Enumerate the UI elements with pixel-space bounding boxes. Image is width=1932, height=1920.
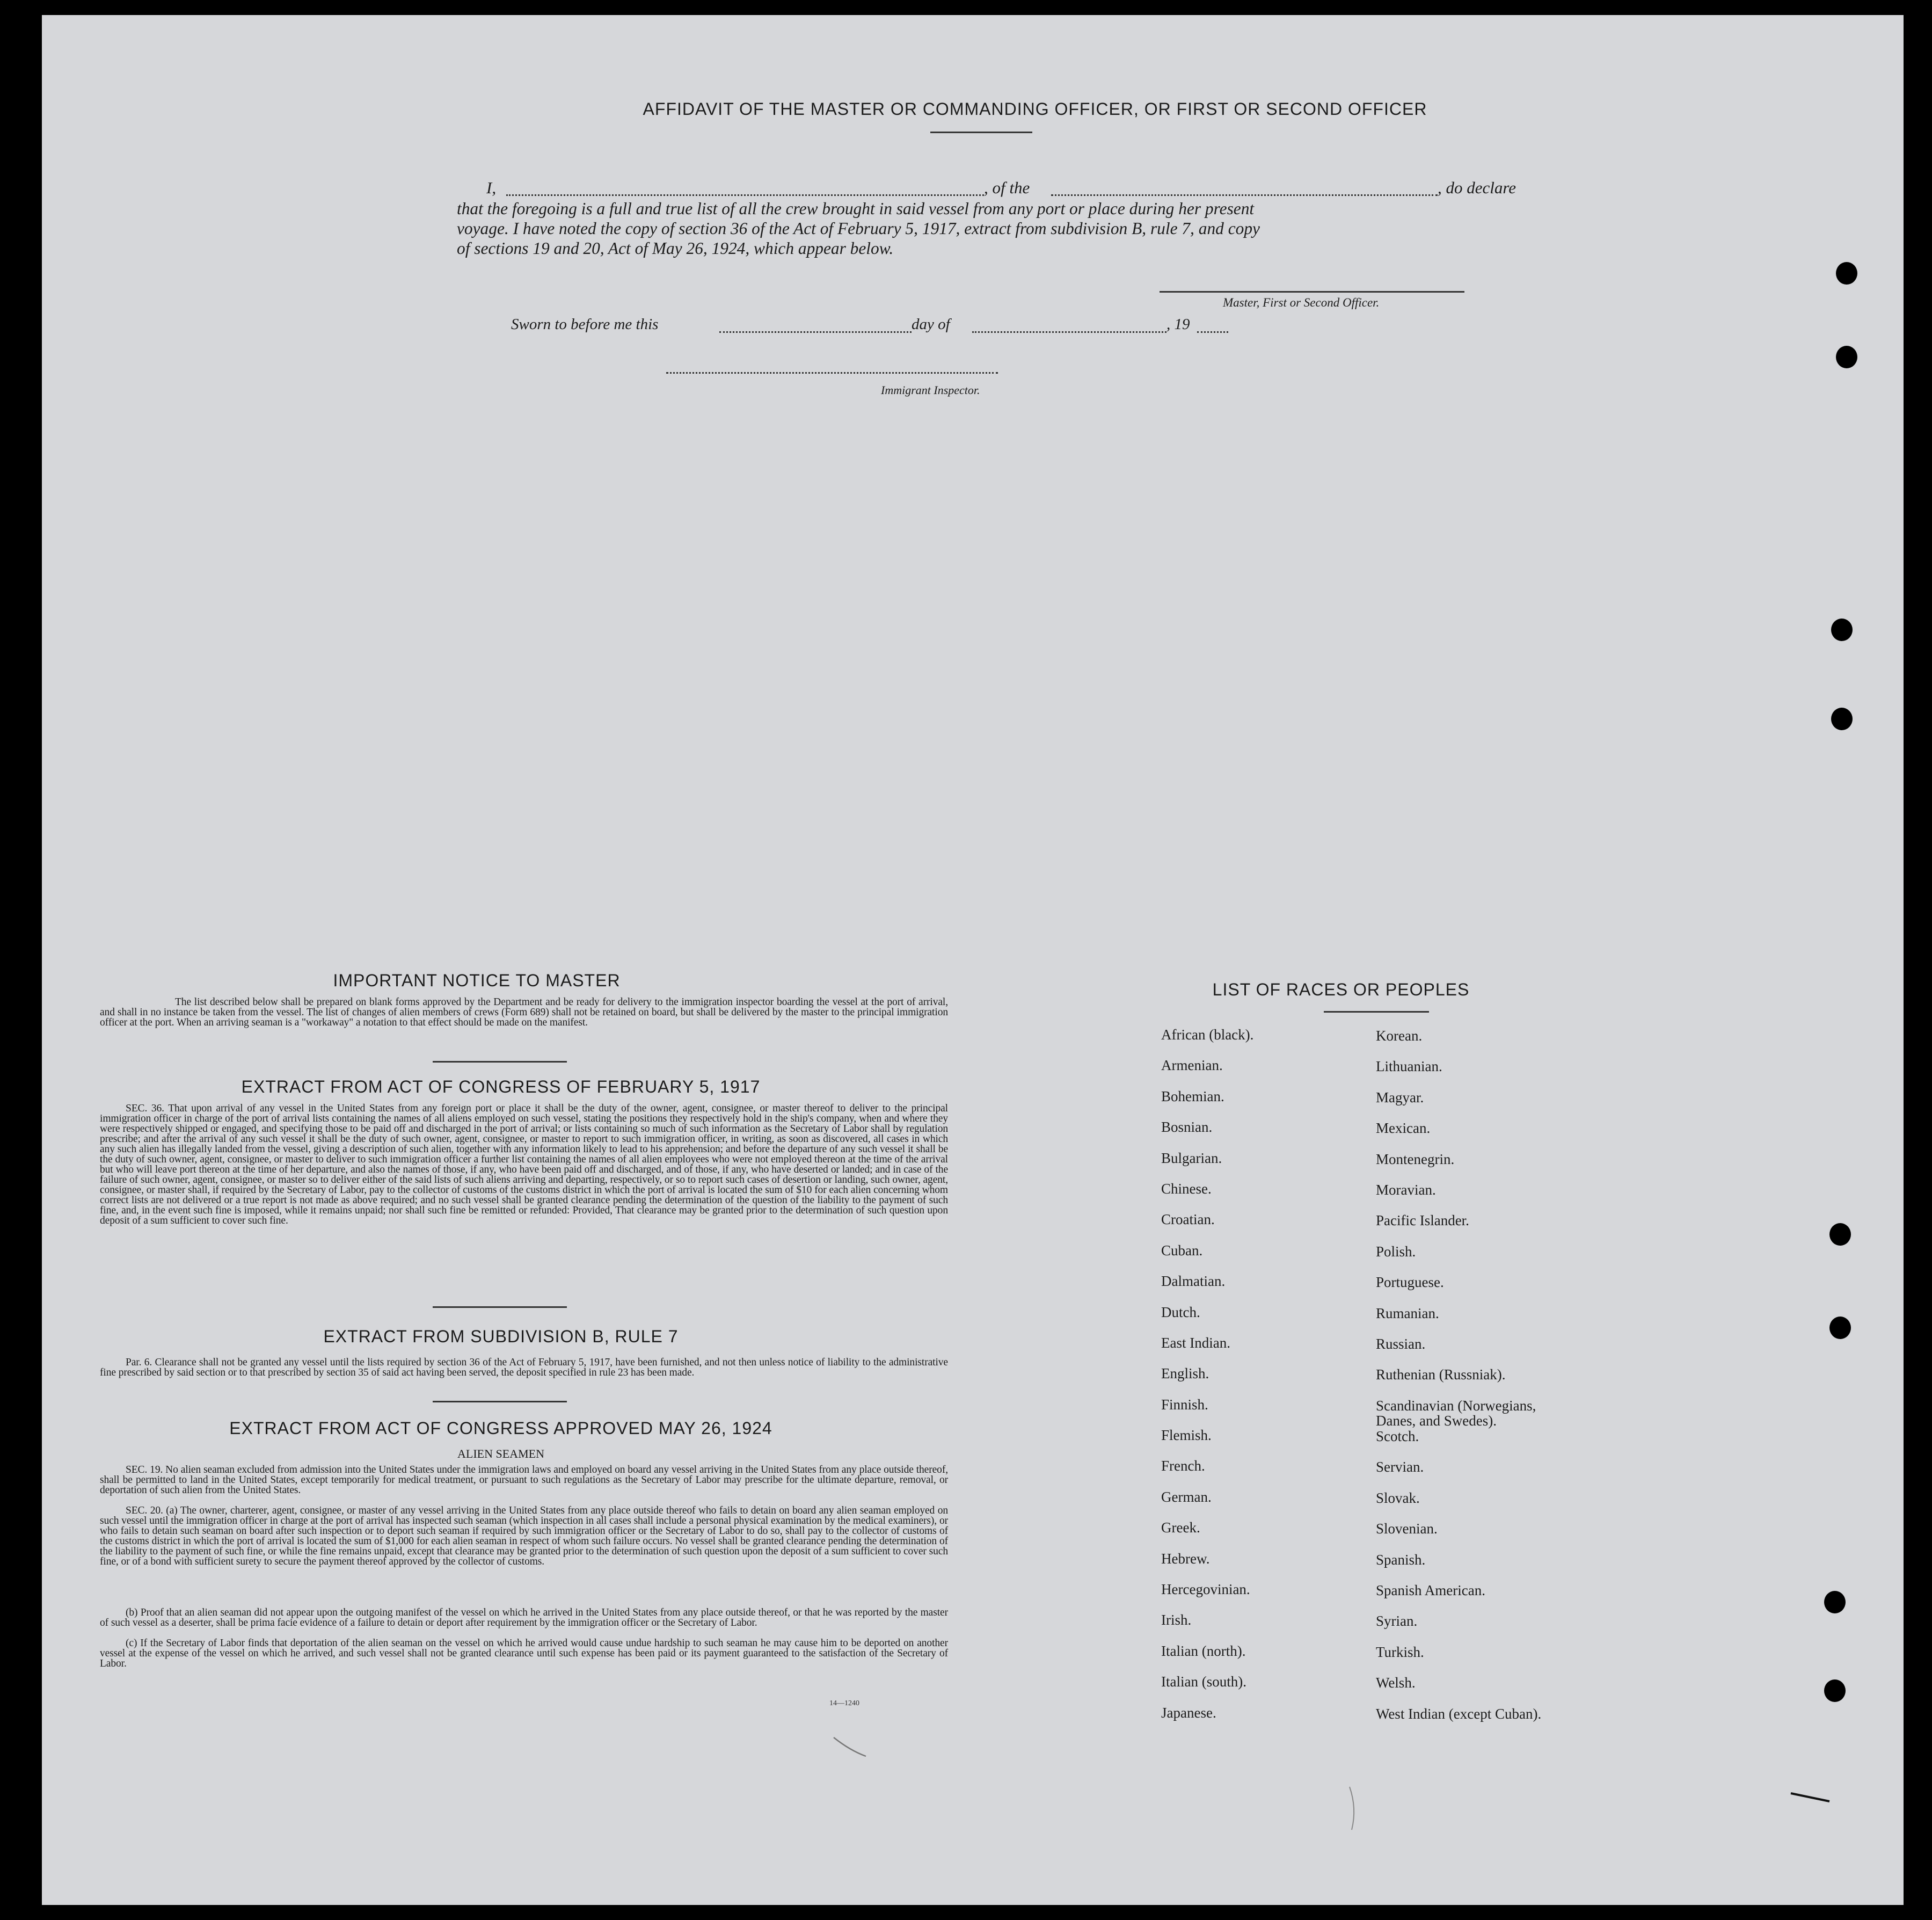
race-item: West Indian (except Cuban).: [1376, 1705, 1542, 1722]
race-item: Rumanian.: [1376, 1305, 1439, 1321]
pencil-stroke: [834, 1737, 866, 1756]
extract-1917-text: SEC. 36. That upon arrival of any vessel in the United States from any foreign port or place it shall be the duty of the owner, agent, consignee, or master thereof to deliver to the principal immigration officer in charge of the port of arrival lists containing the names of all aliens employed on such vessel, stating the positions they respectively hold in the ship's company, when and where they were respectively shipped or engaged, and specifying those to be paid off and discharged in the port of arrival; or lists containing so much of such information as the Secretary of Labor shall by regulation prescribe; and after the arrival of any such vessel it shall be the duty of such owner, agent, consignee, or master to report to such immigration officer, in writing, as soon as discovered, all cases in which any such alien has illegally landed from the vessel, giving a description of such alien, together with any information likely to lead to his apprehension; and before the departure of any such vessel it shall be the duty of such owner, agent, consignee, or master to deliver to such immigration officer a further list containing the names of all alien employees who were not employed thereon at the time of the arrival but who will leave port thereon at the time of her departure, and also the names of those, if any, who have been paid off and discharged, and of those, if any, who have deserted or landed; and in case of the failure of such owner, agent, consignee, or master so to deliver either of the said lists of such aliens arriving and departing, respectively, or so to report such cases of desertion or landing, such owner, agent, consignee, or master shall, if required by the Secretary of Labor, pay to the collector of customs of the customs district in which the port of arrival is located the sum of $10 for each alien concerning whom correct lists are not delivered or a true report is not made as above required; and no such vessel shall be granted clearance pending the determination of the question of the liability to the payment of such fine, and, in the event such fine is imposed, while it remains unpaid; nor shall such fine be remitted or refunded: Provided, That clearance may be granted prior to the determination of such question upon deposit of a sum sufficient to cover such fine.: [100, 1103, 948, 1226]
affidavit-title: AFFIDAVIT OF THE MASTER OR COMMANDING OFFICER, OR FIRST OR SECOND OFFICER: [643, 99, 1427, 119]
pencil-stroke: [1791, 1793, 1829, 1801]
race-item: Irish.: [1161, 1612, 1192, 1628]
notice-title: IMPORTANT NOTICE TO MASTER: [333, 971, 621, 990]
notice-text: The list described below shall be prepared on blank forms approved by the Department and be ready for delivery to the immigration inspector boarding the vessel at the port of arrival, and shall in no instance be taken from the vessel. The list of changes of alien members of crews (Form 689) shall not be retained on board, but shall be delivered by the master to the principal immigration officer at the port. When an arriving seaman is a "workaway" a notation to that effect should be made on the manifest.: [100, 997, 948, 1028]
race-item: Dalmatian.: [1161, 1273, 1226, 1290]
race-item: Flemish.: [1161, 1427, 1212, 1444]
subdivision-b-title: EXTRACT FROM SUBDIVISION B, RULE 7: [323, 1327, 679, 1346]
sec20c-text: (c) If the Secretary of Labor finds that deportation of the alien seaman on the vessel on which he arrived would cause undue hardship to such seaman he may cause him to be deported on another vessel at the expense of the vessel on which he arrived, and such vessel shall not be granted clearance until such expense has been paid or its payment guaranteed to the satisfaction of the Secretary of Labor.: [100, 1638, 948, 1669]
race-item: Spanish American.: [1376, 1582, 1485, 1599]
binder-hole: [1836, 262, 1857, 285]
binder-hole: [1824, 1591, 1846, 1613]
affidavit-line1-suffix: , do declare: [1438, 178, 1517, 197]
race-item: Scandinavian (Norwegians, Danes, and Swedes).: [1376, 1397, 1536, 1429]
extract-1917-title: EXTRACT FROM ACT OF CONGRESS OF FEBRUARY 5, 1917: [241, 1077, 761, 1096]
sec19-text: SEC. 19. No alien seaman excluded from admission into the United States under the immigration laws and employed on board any vessel arriving in the United States from any place outside thereof, shall be permitted to land in the United States, except temporarily for medical treatment, or pursuant to such regulations as the Secretary of Labor may prescribe for the ultimate departure, removal, or deportation of such alien from the United States.: [100, 1464, 948, 1496]
race-item: East Indian.: [1161, 1334, 1230, 1351]
binder-hole: [1829, 1223, 1851, 1246]
race-item: Polish.: [1376, 1243, 1416, 1260]
race-item: Korean.: [1376, 1028, 1423, 1044]
sec20b-text: (b) Proof that an alien seaman did not appear upon the outgoing manifest of the vessel on which he arrived in the United States from any place outside thereof, or that he was reported by the master of such vessel as a deserter, shall be prima facie evidence of a failure to detain or deport after requirement by the immigration officer or the Secretary of Labor.: [100, 1607, 948, 1628]
document-page: [42, 15, 1904, 1905]
race-item: Montenegrin.: [1376, 1151, 1455, 1167]
race-item: Bohemian.: [1161, 1088, 1224, 1104]
affidavit-line3: voyage. I have noted the copy of section 36 of the Act of February 5, 1917, extract from subdivision B, rule 7, and copy: [457, 219, 1260, 238]
race-item: Croatian.: [1161, 1211, 1215, 1228]
inspector-caption: Immigrant Inspector.: [881, 383, 980, 397]
race-item: Dutch.: [1161, 1304, 1200, 1320]
sworn-label: Sworn to before me this: [511, 316, 659, 333]
race-item: Spanish.: [1376, 1551, 1426, 1568]
race-item: Moravian.: [1376, 1181, 1436, 1198]
race-item: Bosnian.: [1161, 1119, 1213, 1136]
alien-seamen-subtitle: ALIEN SEAMEN: [457, 1447, 544, 1460]
binder-hole: [1836, 346, 1857, 368]
affidavit-line4: of sections 19 and 20, Act of May 26, 1924, which appear below.: [457, 239, 894, 258]
race-item: Welsh.: [1376, 1675, 1416, 1691]
master-signature-caption: Master, First or Second Officer.: [1223, 296, 1380, 309]
race-item: Mexican.: [1376, 1120, 1431, 1137]
race-item: Italian (north).: [1161, 1642, 1246, 1659]
race-item: Italian (south).: [1161, 1674, 1246, 1690]
race-item: Greek.: [1161, 1519, 1200, 1536]
race-item: Lithuanian.: [1376, 1058, 1442, 1075]
race-item: Scotch.: [1376, 1428, 1419, 1445]
race-item: Russian.: [1376, 1335, 1426, 1352]
races-title: LIST OF RACES OR PEOPLES: [1212, 980, 1470, 999]
pencil-stroke: [1350, 1787, 1354, 1830]
race-item: German.: [1161, 1488, 1212, 1505]
sworn-year-label: , 19: [1167, 316, 1190, 333]
form-number: 14—1240: [829, 1699, 859, 1707]
race-item: Turkish.: [1376, 1643, 1424, 1660]
race-item: Chinese.: [1161, 1180, 1212, 1197]
race-item: Ruthenian (Russniak).: [1376, 1366, 1506, 1383]
sec20a-text: SEC. 20. (a) The owner, charterer, agent, consignee, or master of any vessel arriving in the United States from any place outside thereof who fails to detain on board any alien seaman employed on such vessel until the immigration officer in charge at the port of arrival has inspected such seaman (which inspection in all cases shall include a personal physical examination by the medical examiners), or who fails to detain such seaman on board after such inspection or to deport such seaman if required by such immigration officer or the Secretary of Labor to do so, shall pay to the collector of customs of the customs district in which the port of arrival is located the sum of $1,000 for each alien seaman in respect of whom such failure occurs. No vessel shall be granted clearance pending the determination of the liability to the payment of such fine, or while the fine remains unpaid, except that clearance may be granted prior to the determination of such question upon the deposit of a sum sufficient to cover such fine, or of a bond with sufficient surety to secure the payment thereof approved by the collector of customs.: [100, 1505, 948, 1567]
race-item: Cuban.: [1161, 1242, 1203, 1259]
extract-1924-title: EXTRACT FROM ACT OF CONGRESS APPROVED MAY 26, 1924: [229, 1419, 772, 1438]
binder-hole: [1831, 708, 1853, 730]
race-item: Slovak.: [1376, 1489, 1420, 1506]
race-item: African (black).: [1161, 1027, 1254, 1043]
race-item: Syrian.: [1376, 1613, 1418, 1630]
race-item: Japanese.: [1161, 1704, 1216, 1721]
race-item: Portuguese.: [1376, 1274, 1444, 1291]
affidavit-line1-middle: , of the: [984, 178, 1030, 197]
binder-hole: [1824, 1679, 1846, 1702]
race-item: French.: [1161, 1458, 1205, 1474]
race-item: Pacific Islander.: [1376, 1212, 1469, 1229]
binder-hole: [1829, 1317, 1851, 1339]
subdivision-b-text: Par. 6. Clearance shall not be granted any vessel until the lists required by section 36 of the Act of February 5, 1917, have been furnished, and not then unless notice of liability to the administrative fine prescribed by said section or to that prescribed by section 35 of said act having been served, the deposit specified in rule 23 has been made.: [100, 1357, 948, 1378]
race-item: Hercegovinian.: [1161, 1581, 1250, 1598]
race-item: Magyar.: [1376, 1089, 1424, 1106]
race-item: Bulgarian.: [1161, 1150, 1222, 1166]
sworn-day-label: day of: [912, 316, 950, 333]
affidavit-line2: that the foregoing is a full and true list of all the crew brought in said vessel from any port or place during her present: [457, 199, 1255, 218]
race-item: Servian.: [1376, 1459, 1424, 1475]
race-item: English.: [1161, 1365, 1209, 1382]
race-item: Armenian.: [1161, 1057, 1223, 1074]
pencil-marks: [42, 15, 1904, 1905]
race-item: Finnish.: [1161, 1396, 1208, 1413]
race-item: Slovenian.: [1376, 1521, 1438, 1537]
affidavit-line1-prefix: I,: [486, 178, 497, 197]
binder-hole: [1831, 619, 1853, 641]
race-item: Hebrew.: [1161, 1550, 1210, 1567]
